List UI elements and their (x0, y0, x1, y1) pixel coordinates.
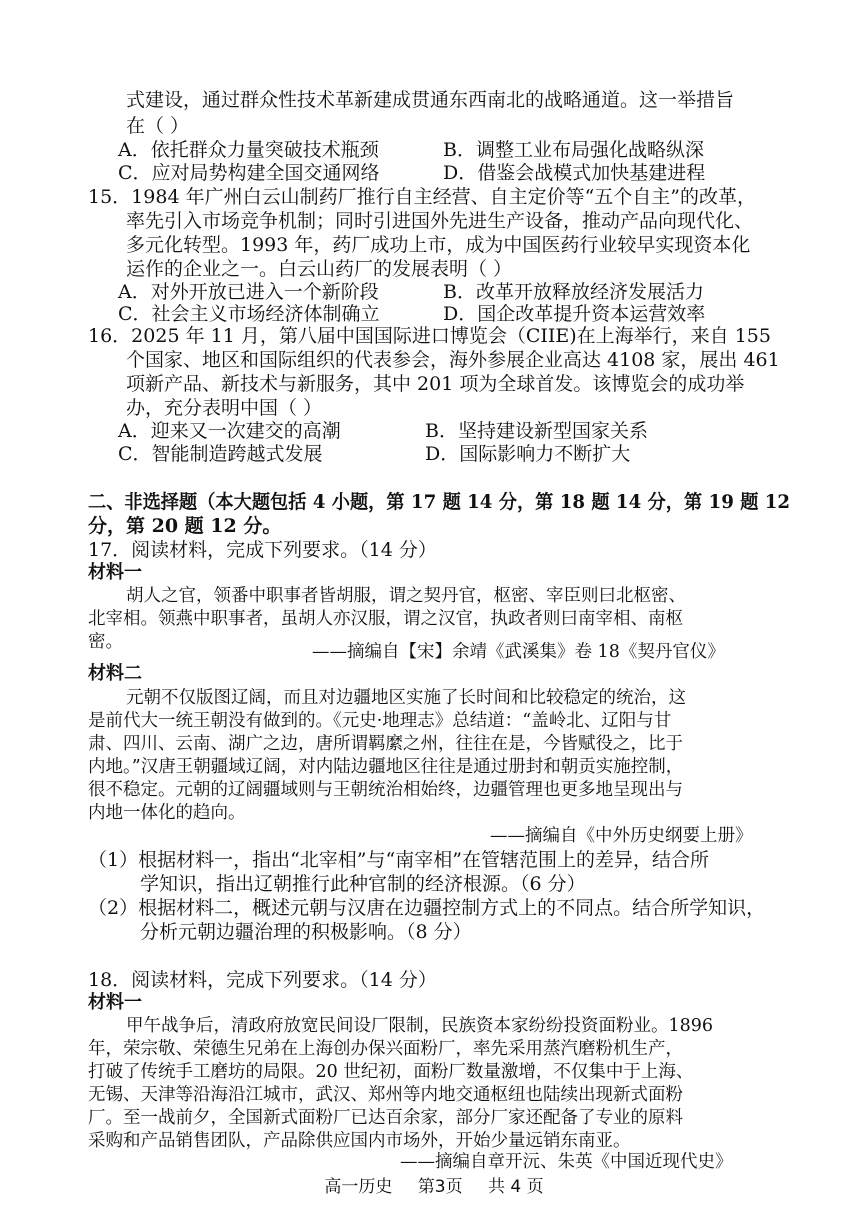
q18-material-1-text: 甲午战争后，清政府放宽民间设厂限制，民族资本家纷纷投资面粉业。1896 (126, 1016, 714, 1036)
q17-material-1-label: 材料一 (88, 562, 142, 583)
section-heading: 分，第 20 题 12 分。 (88, 515, 282, 537)
q17-material-1-text: 北宰相。领燕中职事者，虽胡人亦汉服，谓之汉官，执政者则曰南宰相、南枢 (88, 609, 683, 629)
page-footer (0, 1172, 868, 1197)
q17-material-2-text: 很不稳定。元朝的辽阔疆域则与王朝统治相始终，边疆管理也更多地呈现出与 (88, 780, 683, 800)
q18-material-1-text: 年，荣宗敬、荣德生兄弟在上海创办保兴面粉厂，率先采用蒸汽磨粉机生产， (88, 1039, 683, 1059)
q16-stem-line: 项新产品、新技术与新服务，其中 201 项为全球首发。该博览会的成功举 (126, 373, 745, 395)
q17-material-1-source: ——摘编自【宋】余靖《武溪集》卷 18《契丹官仪》 (312, 642, 725, 662)
q18-material-1-text: 无锡、天津等沿海沿江城市，武汉、郑州等内地交通枢纽也陆续出现新式面粉 (88, 1085, 683, 1105)
q17-material-2-source: ——摘编自《中外历史纲要上册》 (490, 826, 753, 846)
q17-subquestion-2: 分析元朝边疆治理的积极影响。（8 分） (140, 921, 472, 943)
q15-stem-line: 率先引入市场竞争机制；同时引进国外先进生产设备，推动产品向现代化、 (126, 210, 754, 232)
q17-material-2-text: 内地。”汉唐王朝疆域辽阔，对内陆边疆地区往往是通过册封和朝贡实施控制， (88, 757, 684, 777)
q15-option-c: C．社会主义市场经济体制确立 (118, 303, 380, 325)
q15-option-b: B．改革开放释放经济发展活力 (443, 281, 704, 303)
q16-option-d: D．国际影响力不断扩大 (425, 443, 631, 465)
q15-stem-line: 运作的企业之一。白云山药厂的发展表明（ ） (126, 258, 513, 280)
q17-material-2-text: 是前代大一统王朝没有做到的。《元史·地理志》总结道：“盖岭北、辽阳与甘 (88, 711, 672, 731)
q18-material-1-text: 厂。至一战前夕，全国新式面粉厂已达百余家，部分厂家还配备了专业的原料 (88, 1108, 683, 1128)
q17-material-1-text: 胡人之官，领番中职事者皆胡服，谓之契丹官，枢密、宰臣则曰北枢密、 (126, 586, 686, 606)
q18-material-1-source: ——摘编自章开沅、朱英《中国近现代史》 (400, 1152, 733, 1172)
q14-option-c: C．应对局势构建全国交通网络 (118, 162, 380, 184)
footer-subject: 高一历史 (324, 1177, 393, 1197)
q15-option-a: A．对外开放已进入一个新阶段 (118, 281, 379, 303)
q17-title: 17．阅读材料，完成下列要求。（14 分） (88, 539, 437, 561)
footer-total-pages: 共 4 页 (488, 1177, 544, 1197)
q18-material-1-label: 材料一 (88, 992, 142, 1013)
q14-option-a: A．依托群众力量突破技术瓶颈 (118, 139, 379, 161)
q16-stem-line: 办，充分表明中国（ ） (126, 397, 323, 419)
q16-option-a: A．迎来又一次建交的高潮 (118, 420, 341, 442)
footer-page-number: 第3页 (417, 1177, 463, 1197)
q17-subquestion-1: 学知识，指出辽朝推行此种官制的经济根源。（6 分） (140, 873, 586, 895)
q17-material-1-text: 密。 (88, 632, 123, 652)
q16-option-c: C．智能制造跨越式发展 (118, 443, 323, 465)
q14-option-d: D．借鉴会战模式加快基建进程 (443, 162, 706, 184)
q14-stem-line: 式建设，通过群众性技术革新建成贯通东西南北的战略通道。这一举措旨 (126, 89, 735, 111)
q14-option-b: B．调整工业布局强化战略纵深 (443, 139, 704, 161)
q14-stem-line: 在（ ） (126, 115, 190, 137)
q18-material-1-text: 采购和产品销售团队，产品除供应国内市场外，开始少量远销东南亚。 (88, 1131, 631, 1151)
q15-option-d: D．国企改革提升资本运营效率 (443, 303, 706, 325)
q18-title: 18．阅读材料，完成下列要求。（14 分） (88, 969, 437, 991)
q16-option-b: B．坚持建设新型国家关系 (425, 420, 648, 442)
q17-material-2-text: 肃、四川、云南、湖广之边，唐所谓羁縻之州，往往在是，今皆赋役之，比于 (88, 734, 683, 754)
q17-material-2-text: 内地一体化的趋向。 (88, 803, 246, 823)
q17-material-2-label: 材料二 (88, 663, 142, 684)
q16-stem-line: 个国家、地区和国际组织的代表参会，海外参展企业高达 4108 家，展出 461 (126, 349, 780, 371)
q17-subquestion-1: （1）根据材料一，指出“北宰相”与“南宰相”在管辖范围上的差异，结合所 (88, 849, 709, 871)
q17-subquestion-2: （2）根据材料二，概述元朝与汉唐在边疆控制方式上的不同点。结合所学知识， (88, 897, 766, 919)
section-heading: 二、非选择题（本大题包括 4 小题，第 17 题 14 分，第 18 题 14 分，第 19 题 12 (88, 491, 791, 513)
q15-stem-line: 多元化转型。1993 年，药厂成功上市，成为中国医药行业较早实现资本化 (126, 234, 751, 256)
q16-stem-line: 16．2025 年 11 月，第八届中国国际进口博览会（CIIE)在上海举行，来自 155 (88, 325, 771, 347)
q18-material-1-text: 打破了传统手工磨坊的局限。20 世纪初，面粉厂数量激增，不仅集中于上海、 (88, 1062, 694, 1082)
q15-stem-line: 15．1984 年广州白云山制药厂推行自主经营、自主定价等“五个自主”的改革， (88, 186, 756, 208)
q17-material-2-text: 元朝不仅版图辽阔，而且对边疆地区实施了长时间和比较稳定的统治，这 (126, 688, 686, 708)
